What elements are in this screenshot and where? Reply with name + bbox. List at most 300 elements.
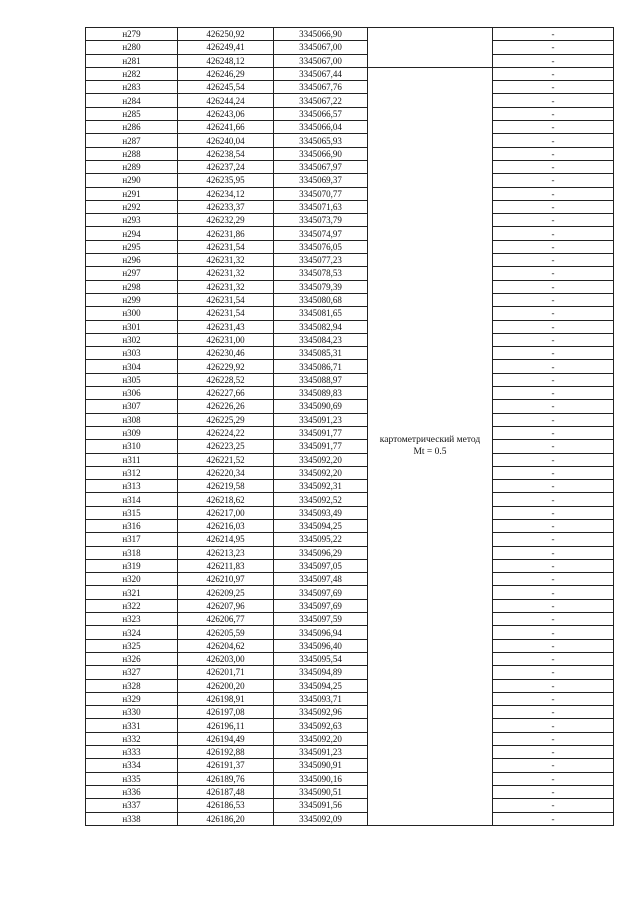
table-row [86, 546, 614, 559]
table-row [86, 480, 614, 493]
table-row [86, 493, 614, 506]
point-name-cell: н297 [86, 267, 178, 280]
point-name-cell: н319 [86, 559, 178, 572]
table-row [86, 785, 614, 798]
y-coordinate-cell: 3345092,20 [274, 732, 368, 745]
x-coordinate-cell: 426238,54 [178, 147, 274, 160]
y-coordinate-cell: 3345090,16 [274, 772, 368, 785]
table-row [86, 679, 614, 692]
error-cell: - [493, 267, 614, 280]
error-cell: - [493, 41, 614, 54]
y-coordinate-cell: 3345092,63 [274, 719, 368, 732]
table-row [86, 440, 614, 453]
x-coordinate-cell: 426244,24 [178, 94, 274, 107]
error-cell: - [493, 546, 614, 559]
table-row [86, 94, 614, 107]
table-row [86, 613, 614, 626]
point-name-cell: н288 [86, 147, 178, 160]
y-coordinate-cell: 3345094,89 [274, 666, 368, 679]
x-coordinate-cell: 426243,06 [178, 107, 274, 120]
error-cell: - [493, 347, 614, 360]
table-row [86, 81, 614, 94]
x-coordinate-cell: 426216,03 [178, 519, 274, 532]
point-name-cell: н303 [86, 347, 178, 360]
point-name-cell: н336 [86, 785, 178, 798]
x-coordinate-cell: 426234,12 [178, 187, 274, 200]
table-row [86, 652, 614, 665]
x-coordinate-cell: 426198,91 [178, 692, 274, 705]
error-cell: - [493, 759, 614, 772]
error-cell: - [493, 679, 614, 692]
error-cell: - [493, 160, 614, 173]
point-name-cell: н309 [86, 426, 178, 439]
x-coordinate-cell: 426229,92 [178, 360, 274, 373]
y-coordinate-cell: 3345097,48 [274, 573, 368, 586]
error-cell: - [493, 373, 614, 386]
point-name-cell: н302 [86, 333, 178, 346]
table-row [86, 333, 614, 346]
x-coordinate-cell: 426219,58 [178, 480, 274, 493]
point-name-cell: н290 [86, 174, 178, 187]
error-cell: - [493, 28, 614, 41]
y-coordinate-cell: 3345069,37 [274, 174, 368, 187]
y-coordinate-cell: 3345096,94 [274, 626, 368, 639]
table-row [86, 121, 614, 134]
table-row [86, 187, 614, 200]
table-row [86, 400, 614, 413]
table-row [86, 67, 614, 80]
table-row [86, 227, 614, 240]
y-coordinate-cell: 3345077,23 [274, 254, 368, 267]
error-cell: - [493, 200, 614, 213]
point-name-cell: н314 [86, 493, 178, 506]
error-cell: - [493, 533, 614, 546]
y-coordinate-cell: 3345091,23 [274, 413, 368, 426]
y-coordinate-cell: 3345097,69 [274, 586, 368, 599]
error-cell: - [493, 440, 614, 453]
x-coordinate-cell: 426213,23 [178, 546, 274, 559]
table-row [86, 692, 614, 705]
x-coordinate-cell: 426192,88 [178, 746, 274, 759]
y-coordinate-cell: 3345067,44 [274, 67, 368, 80]
y-coordinate-cell: 3345073,79 [274, 214, 368, 227]
point-name-cell: н310 [86, 440, 178, 453]
point-name-cell: н304 [86, 360, 178, 373]
error-cell: - [493, 320, 614, 333]
error-cell: - [493, 480, 614, 493]
error-cell: - [493, 573, 614, 586]
y-coordinate-cell: 3345085,31 [274, 347, 368, 360]
table-row [86, 174, 614, 187]
y-coordinate-cell: 3345097,69 [274, 599, 368, 612]
point-name-cell: н321 [86, 586, 178, 599]
y-coordinate-cell: 3345093,71 [274, 692, 368, 705]
point-name-cell: н313 [86, 480, 178, 493]
point-name-cell: н306 [86, 387, 178, 400]
error-cell: - [493, 626, 614, 639]
error-cell: - [493, 94, 614, 107]
point-name-cell: н293 [86, 214, 178, 227]
point-name-cell: н301 [86, 320, 178, 333]
table-row [86, 719, 614, 732]
y-coordinate-cell: 3345067,22 [274, 94, 368, 107]
y-coordinate-cell: 3345090,51 [274, 785, 368, 798]
table-row [86, 759, 614, 772]
error-cell: - [493, 54, 614, 67]
x-coordinate-cell: 426231,32 [178, 280, 274, 293]
table-row [86, 706, 614, 719]
y-coordinate-cell: 3345091,23 [274, 746, 368, 759]
table-row [86, 240, 614, 253]
point-name-cell: н337 [86, 799, 178, 812]
y-coordinate-cell: 3345091,56 [274, 799, 368, 812]
error-cell: - [493, 599, 614, 612]
x-coordinate-cell: 426226,26 [178, 400, 274, 413]
method-cell: картометрический метод Mt = 0.5 [368, 67, 493, 825]
error-cell: - [493, 426, 614, 439]
table-row [86, 373, 614, 386]
table-row [86, 107, 614, 120]
y-coordinate-cell: 3345066,04 [274, 121, 368, 134]
error-cell: - [493, 785, 614, 798]
x-coordinate-cell: 426225,29 [178, 413, 274, 426]
table-row [86, 426, 614, 439]
error-cell: - [493, 121, 614, 134]
point-name-cell: н282 [86, 67, 178, 80]
x-coordinate-cell: 426191,37 [178, 759, 274, 772]
error-cell: - [493, 613, 614, 626]
y-coordinate-cell: 3345092,52 [274, 493, 368, 506]
y-coordinate-cell: 3345067,00 [274, 41, 368, 54]
point-name-cell: н284 [86, 94, 178, 107]
x-coordinate-cell: 426189,76 [178, 772, 274, 785]
point-name-cell: н338 [86, 812, 178, 825]
table-row [86, 799, 614, 812]
point-name-cell: н315 [86, 506, 178, 519]
error-cell: - [493, 706, 614, 719]
table-row [86, 506, 614, 519]
error-cell: - [493, 254, 614, 267]
y-coordinate-cell: 3345076,05 [274, 240, 368, 253]
table-row [86, 347, 614, 360]
x-coordinate-cell: 426231,00 [178, 333, 274, 346]
y-coordinate-cell: 3345092,31 [274, 480, 368, 493]
table-row [86, 320, 614, 333]
x-coordinate-cell: 426240,04 [178, 134, 274, 147]
point-name-cell: н335 [86, 772, 178, 785]
y-coordinate-cell: 3345067,00 [274, 54, 368, 67]
point-name-cell: н294 [86, 227, 178, 240]
point-name-cell: н280 [86, 41, 178, 54]
y-coordinate-cell: 3345091,77 [274, 440, 368, 453]
point-name-cell: н308 [86, 413, 178, 426]
point-name-cell: н320 [86, 573, 178, 586]
x-coordinate-cell: 426231,32 [178, 267, 274, 280]
table-row [86, 772, 614, 785]
y-coordinate-cell: 3345097,59 [274, 613, 368, 626]
x-coordinate-cell: 426214,95 [178, 533, 274, 546]
table-row [86, 626, 614, 639]
error-cell: - [493, 187, 614, 200]
table-row [86, 466, 614, 479]
x-coordinate-cell: 426249,41 [178, 41, 274, 54]
x-coordinate-cell: 426224,22 [178, 426, 274, 439]
error-cell: - [493, 214, 614, 227]
error-cell: - [493, 493, 614, 506]
x-coordinate-cell: 426211,83 [178, 559, 274, 572]
x-coordinate-cell: 426204,62 [178, 639, 274, 652]
point-name-cell: н332 [86, 732, 178, 745]
x-coordinate-cell: 426201,71 [178, 666, 274, 679]
coordinates-table [85, 27, 614, 826]
table-row [86, 573, 614, 586]
point-name-cell: н281 [86, 54, 178, 67]
point-name-cell: н318 [86, 546, 178, 559]
x-coordinate-cell: 426233,37 [178, 200, 274, 213]
table-row [86, 28, 614, 41]
error-cell: - [493, 147, 614, 160]
error-cell: - [493, 453, 614, 466]
error-cell: - [493, 413, 614, 426]
y-coordinate-cell: 3345067,76 [274, 81, 368, 94]
error-cell: - [493, 559, 614, 572]
table-row [86, 746, 614, 759]
point-name-cell: н312 [86, 466, 178, 479]
table-row [86, 533, 614, 546]
y-coordinate-cell: 3345092,96 [274, 706, 368, 719]
x-coordinate-cell: 426186,20 [178, 812, 274, 825]
table-row [86, 307, 614, 320]
error-cell: - [493, 174, 614, 187]
table-row [86, 519, 614, 532]
y-coordinate-cell: 3345097,05 [274, 559, 368, 572]
table-row [86, 134, 614, 147]
table-row [86, 732, 614, 745]
error-cell: - [493, 81, 614, 94]
y-coordinate-cell: 3345074,97 [274, 227, 368, 240]
y-coordinate-cell: 3345088,97 [274, 373, 368, 386]
x-coordinate-cell: 426187,48 [178, 785, 274, 798]
error-cell: - [493, 732, 614, 745]
table-row [86, 54, 614, 67]
point-name-cell: н305 [86, 373, 178, 386]
point-name-cell: н323 [86, 613, 178, 626]
error-cell: - [493, 333, 614, 346]
point-name-cell: н326 [86, 652, 178, 665]
x-coordinate-cell: 426231,43 [178, 320, 274, 333]
error-cell: - [493, 692, 614, 705]
y-coordinate-cell: 3345092,20 [274, 453, 368, 466]
error-cell: - [493, 639, 614, 652]
x-coordinate-cell: 426245,54 [178, 81, 274, 94]
x-coordinate-cell: 426231,86 [178, 227, 274, 240]
table-row [86, 599, 614, 612]
x-coordinate-cell: 426218,62 [178, 493, 274, 506]
x-coordinate-cell: 426203,00 [178, 652, 274, 665]
y-coordinate-cell: 3345066,90 [274, 28, 368, 41]
y-coordinate-cell: 3345080,68 [274, 293, 368, 306]
x-coordinate-cell: 426227,66 [178, 387, 274, 400]
table-row [86, 387, 614, 400]
point-name-cell: н295 [86, 240, 178, 253]
table-row [86, 200, 614, 213]
point-name-cell: н331 [86, 719, 178, 732]
x-coordinate-cell: 426221,52 [178, 453, 274, 466]
table-row [86, 453, 614, 466]
table-row [86, 267, 614, 280]
error-cell: - [493, 772, 614, 785]
point-name-cell: н296 [86, 254, 178, 267]
y-coordinate-cell: 3345078,53 [274, 267, 368, 280]
error-cell: - [493, 107, 614, 120]
table-row [86, 280, 614, 293]
point-name-cell: н327 [86, 666, 178, 679]
point-name-cell: н324 [86, 626, 178, 639]
point-name-cell: н300 [86, 307, 178, 320]
coordinates-table-body [86, 28, 614, 826]
x-coordinate-cell: 426223,25 [178, 440, 274, 453]
x-coordinate-cell: 426231,54 [178, 240, 274, 253]
table-row [86, 559, 614, 572]
y-coordinate-cell: 3345084,23 [274, 333, 368, 346]
x-coordinate-cell: 426217,00 [178, 506, 274, 519]
y-coordinate-cell: 3345092,09 [274, 812, 368, 825]
y-coordinate-cell: 3345082,94 [274, 320, 368, 333]
error-cell: - [493, 812, 614, 825]
table-row [86, 812, 614, 825]
y-coordinate-cell: 3345071,63 [274, 200, 368, 213]
error-cell: - [493, 652, 614, 665]
y-coordinate-cell: 3345070,77 [274, 187, 368, 200]
x-coordinate-cell: 426205,59 [178, 626, 274, 639]
error-cell: - [493, 586, 614, 599]
y-coordinate-cell: 3345067,97 [274, 160, 368, 173]
y-coordinate-cell: 3345066,57 [274, 107, 368, 120]
y-coordinate-cell: 3345094,25 [274, 679, 368, 692]
table-row [86, 254, 614, 267]
y-coordinate-cell: 3345086,71 [274, 360, 368, 373]
x-coordinate-cell: 426220,34 [178, 466, 274, 479]
error-cell: - [493, 519, 614, 532]
x-coordinate-cell: 426232,29 [178, 214, 274, 227]
y-coordinate-cell: 3345096,40 [274, 639, 368, 652]
error-cell: - [493, 307, 614, 320]
point-name-cell: н322 [86, 599, 178, 612]
error-cell: - [493, 360, 614, 373]
table-row [86, 214, 614, 227]
point-name-cell: н334 [86, 759, 178, 772]
method-cell-blank [368, 28, 493, 68]
error-cell: - [493, 240, 614, 253]
point-name-cell: н317 [86, 533, 178, 546]
y-coordinate-cell: 3345091,77 [274, 426, 368, 439]
point-name-cell: н329 [86, 692, 178, 705]
error-cell: - [493, 666, 614, 679]
y-coordinate-cell: 3345090,91 [274, 759, 368, 772]
y-coordinate-cell: 3345066,90 [274, 147, 368, 160]
error-cell: - [493, 746, 614, 759]
y-coordinate-cell: 3345089,83 [274, 387, 368, 400]
y-coordinate-cell: 3345095,54 [274, 652, 368, 665]
x-coordinate-cell: 426231,32 [178, 254, 274, 267]
point-name-cell: н299 [86, 293, 178, 306]
y-coordinate-cell: 3345096,29 [274, 546, 368, 559]
x-coordinate-cell: 426231,54 [178, 293, 274, 306]
point-name-cell: н286 [86, 121, 178, 134]
error-cell: - [493, 134, 614, 147]
table-row [86, 639, 614, 652]
x-coordinate-cell: 426246,29 [178, 67, 274, 80]
x-coordinate-cell: 426200,20 [178, 679, 274, 692]
point-name-cell: н330 [86, 706, 178, 719]
error-cell: - [493, 506, 614, 519]
point-name-cell: н328 [86, 679, 178, 692]
x-coordinate-cell: 426197,08 [178, 706, 274, 719]
x-coordinate-cell: 426194,49 [178, 732, 274, 745]
error-cell: - [493, 799, 614, 812]
x-coordinate-cell: 426210,97 [178, 573, 274, 586]
y-coordinate-cell: 3345081,65 [274, 307, 368, 320]
table-row [86, 666, 614, 679]
point-name-cell: н333 [86, 746, 178, 759]
x-coordinate-cell: 426209,25 [178, 586, 274, 599]
x-coordinate-cell: 426237,24 [178, 160, 274, 173]
point-name-cell: н298 [86, 280, 178, 293]
error-cell: - [493, 280, 614, 293]
y-coordinate-cell: 3345092,20 [274, 466, 368, 479]
y-coordinate-cell: 3345079,39 [274, 280, 368, 293]
error-cell: - [493, 293, 614, 306]
error-cell: - [493, 466, 614, 479]
point-name-cell: н279 [86, 28, 178, 41]
x-coordinate-cell: 426207,96 [178, 599, 274, 612]
x-coordinate-cell: 426241,66 [178, 121, 274, 134]
y-coordinate-cell: 3345065,93 [274, 134, 368, 147]
error-cell: - [493, 67, 614, 80]
point-name-cell: н287 [86, 134, 178, 147]
error-cell: - [493, 719, 614, 732]
point-name-cell: н292 [86, 200, 178, 213]
x-coordinate-cell: 426231,54 [178, 307, 274, 320]
y-coordinate-cell: 3345093,49 [274, 506, 368, 519]
x-coordinate-cell: 426196,11 [178, 719, 274, 732]
table-row [86, 147, 614, 160]
x-coordinate-cell: 426228,52 [178, 373, 274, 386]
point-name-cell: н307 [86, 400, 178, 413]
point-name-cell: н283 [86, 81, 178, 94]
table-row [86, 160, 614, 173]
table-row [86, 293, 614, 306]
x-coordinate-cell: 426206,77 [178, 613, 274, 626]
point-name-cell: н285 [86, 107, 178, 120]
point-name-cell: н316 [86, 519, 178, 532]
y-coordinate-cell: 3345090,69 [274, 400, 368, 413]
x-coordinate-cell: 426250,92 [178, 28, 274, 41]
x-coordinate-cell: 426186,53 [178, 799, 274, 812]
error-cell: - [493, 387, 614, 400]
x-coordinate-cell: 426235,95 [178, 174, 274, 187]
x-coordinate-cell: 426248,12 [178, 54, 274, 67]
table-row [86, 413, 614, 426]
table-row [86, 41, 614, 54]
table-row [86, 586, 614, 599]
y-coordinate-cell: 3345094,25 [274, 519, 368, 532]
point-name-cell: н311 [86, 453, 178, 466]
y-coordinate-cell: 3345095,22 [274, 533, 368, 546]
point-name-cell: н325 [86, 639, 178, 652]
table-row [86, 360, 614, 373]
point-name-cell: н291 [86, 187, 178, 200]
